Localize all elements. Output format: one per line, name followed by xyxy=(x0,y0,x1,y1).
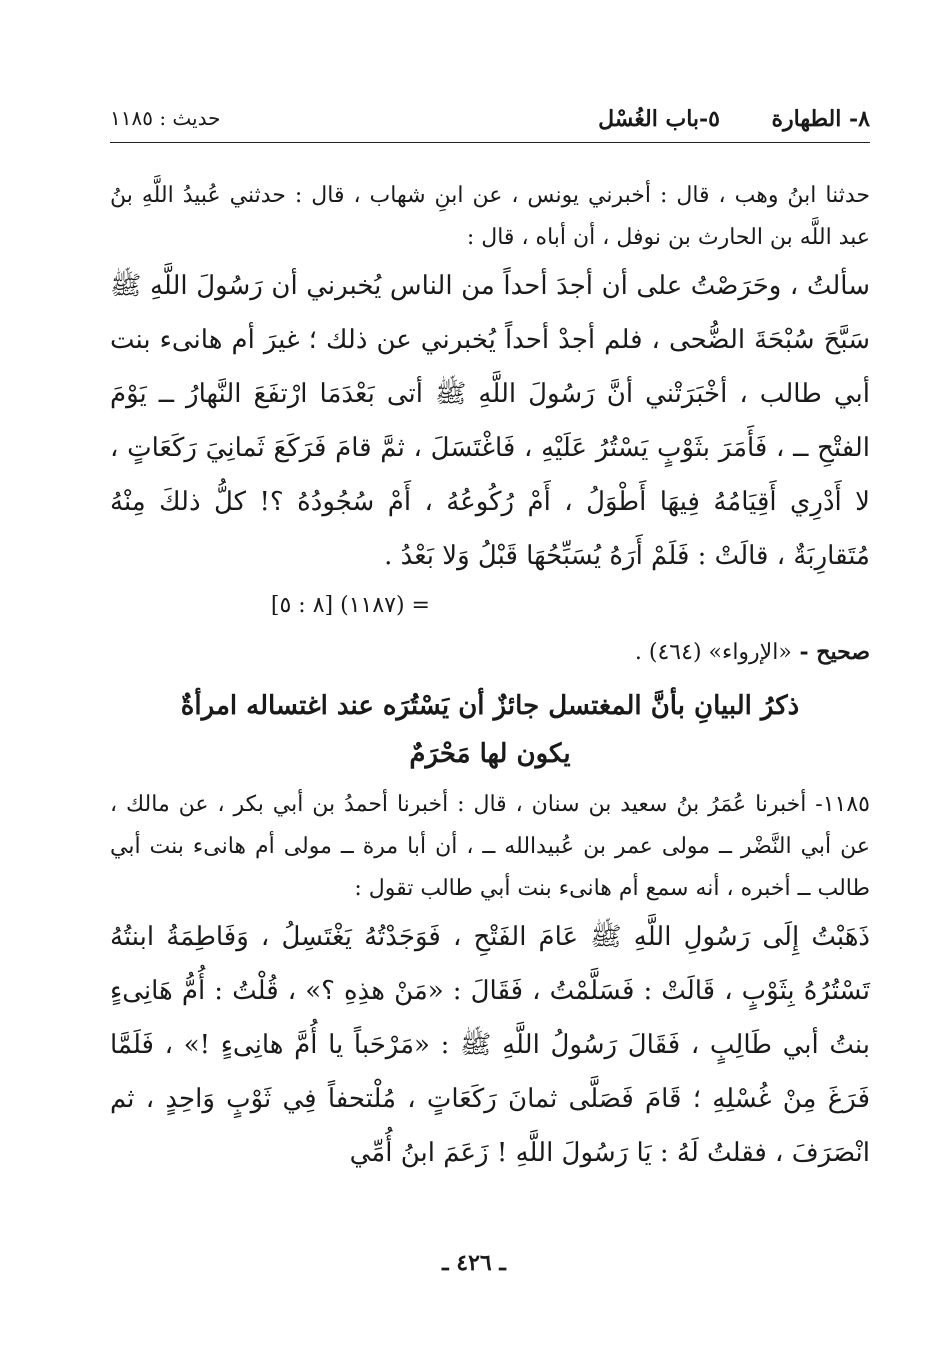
isnad-paragraph-1: حدثنا ابنُ وهب ، قال : أخبرني يونس ، عن ابنِ شهاب ، قال : حدثني عُبيدُ اللَّهِ بنُ عبد اللَّه بن الحارث بن نوفل ، أن أباه ، قال : xyxy=(110,183,870,250)
grading-label: صحيح - xyxy=(799,639,870,665)
isnad-paragraph-2: ١١٨٥- أخبرنا عُمَرُ بنُ سعيد بن سنان ، قال : أخبرنا أحمدُ بن أبي بكر ، عن مالك ، عن أبي النَّضْر ــ مولى عمر بن عُبيدالله ــ ، أن أبا مرة ــ مولى أم هانىء بنت أبي طالب ــ أخبره ، أنه سمع أم هانىء بنت أبي طالب تقول : xyxy=(110,792,870,901)
chapter-heading-line-2: يكون لها مَحْرَمٌ xyxy=(409,739,571,769)
cross-reference-text: = (١١٨٧) [٨ : ٥] xyxy=(270,593,430,618)
page-body xyxy=(110,175,870,1180)
chapter-heading xyxy=(110,682,870,778)
hadith-number: حديث : ١١٨٥ xyxy=(110,106,221,130)
running-header xyxy=(110,100,870,140)
grading-source: «الإرواء» (٤٦٤) . xyxy=(634,640,792,665)
grading-line xyxy=(110,629,870,676)
cross-reference xyxy=(110,583,870,629)
header-divider xyxy=(110,142,870,143)
section-title: ٥-باب الغُسْل xyxy=(598,106,720,132)
chapter-heading-line-1: ذكرُ البيانِ بأنَّ المغتسل جائزٌ أن يَسْتُرَه عند اغتساله امرأةٌ xyxy=(180,691,800,721)
chapter-title: ٨- الطهارة xyxy=(771,106,870,132)
matn-paragraph-1: سألتُ ، وحَرَصْتُ على أن أجدَ أحداً من الناس يُخبرني أن رَسُولَ اللَّهِ ﷺ سَبَّحَ سُبْحَةَ الضُّحى ، فلم أجدْ أحداً يُخبرني عن ذلك ؛ غيرَ أم هانىء بنت أبي طالب ، أخْبَرَتْني أنَّ رَسُولَ اللَّهِ ﷺ أتى بَعْدَمَا ارْتفَعَ النَّهارُ ــ يَوْمَ الفتْحِ ــ ، فَأَمَرَ بثَوْبٍ يَسْتُرُ عَلَيْهِ ، فَاغْتَسَلَ ، ثمَّ قامَ فَرَكَعَ ثَمانِيَ رَكَعَاتٍ ، لا أَدْرِي أَقِيَامُهُ فِيهَا أَطْوَلُ ، أَمْ رُكُوعُهُ ، أَمْ سُجُودُهُ ؟! كلُّ ذلكَ مِنْهُ مُتَقارِبَةٌ ، قالَتْ : فَلَمْ أَرَهُ يُسَبِّحُهَا قَبْلُ وَلا بَعْدُ . xyxy=(110,271,870,571)
page-number: ـ ٤٢٦ ـ xyxy=(442,1250,506,1276)
matn-paragraph-2: ذَهَبْتُ إِلَى رَسُولِ اللَّهِ ﷺ عَامَ الفَتْحِ ، فَوَجَدْتُهُ يَغْتَسِلُ ، وَفَاطِمَةُ ابنتُهُ تَسْتُرُهُ بِثَوْبٍ ، قَالَتْ : فَسَلَّمْتُ ، فَقَالَ : «مَنْ هذِهِ ؟» ، قُلْتُ : أُمُّ هَانِىءٍ بنتُ أبي طَالِبٍ ، فَقَالَ رَسُولُ اللَّهِ ﷺ : «مَرْحَباً يا أُمَّ هانِىءٍ !» ، فَلَمَّا فَرَغَ مِنْ غُسْلِهِ ؛ قَامَ فَصَلَّى ثمانَ رَكَعَاتٍ ، مُلْتحفاً فِي ثَوْبٍ وَاحِدٍ ، ثم انْصَرَفَ ، فقلتُ لَهُ : يَا رَسُولَ اللَّهِ ! زَعَمَ ابنُ أُمِّي xyxy=(110,922,870,1168)
